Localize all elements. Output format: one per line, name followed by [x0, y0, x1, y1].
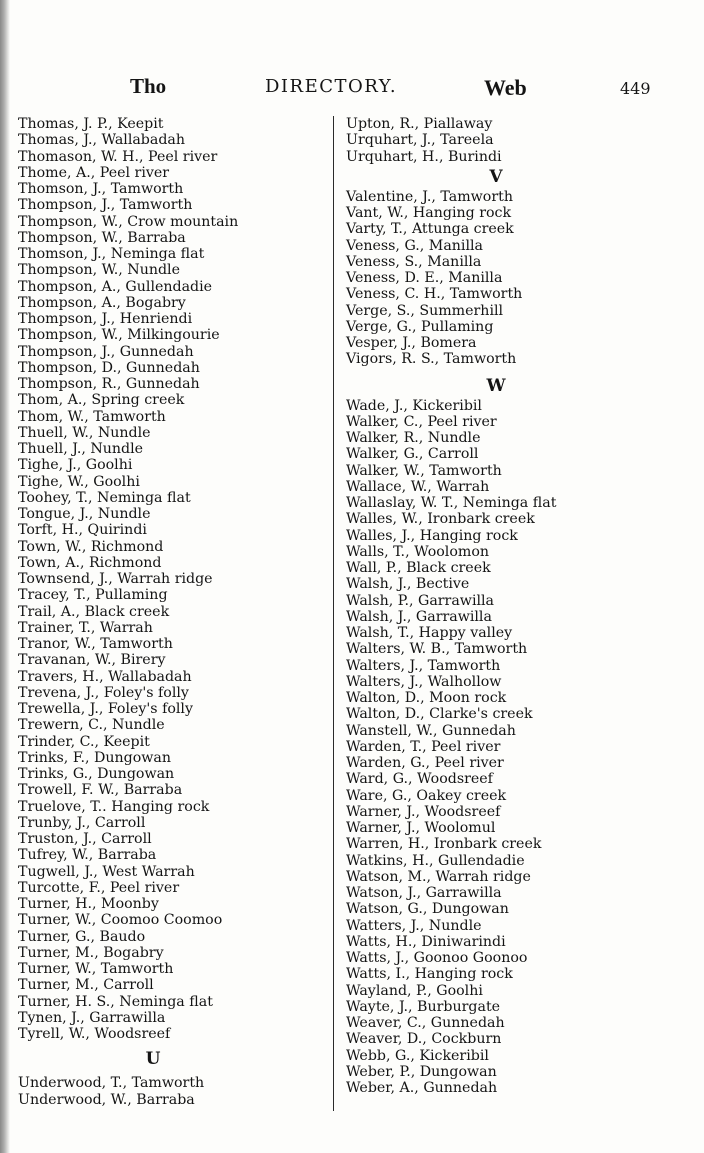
directory-entry: Thomson, J., Tamworth [18, 181, 184, 197]
directory-entry: Thom, W., Tamworth [18, 408, 166, 425]
page-spine-shadow [0, 0, 10, 1153]
directory-entry: Truston, J., Carroll [18, 831, 152, 847]
directory-entry: Watts, J., Goonoo Goonoo [346, 950, 528, 966]
directory-entry: Thom, A., Spring creek [18, 392, 185, 409]
directory-entry: Tighe, W., Goolhi [18, 473, 140, 490]
directory-entry: Ward, G., Woodsreef [346, 771, 493, 788]
directory-entry: Walker, R., Nundle [346, 430, 481, 446]
directory-entry: Wallace, W., Warrah [346, 478, 490, 495]
directory-entry: Thompson, W., Barraba [18, 229, 186, 246]
directory-entry: Warner, J., Woolomul [346, 820, 496, 836]
section-heading-w: W [486, 375, 506, 396]
directory-entry: Thompson, W., Crow mountain [18, 213, 239, 230]
directory-entry: Torft, H., Quirindi [18, 522, 147, 539]
directory-entry: Thome, A., Peel river [18, 164, 170, 181]
directory-entry: Thompson, W., Nundle [18, 262, 180, 279]
directory-entry: Thuell, W., Nundle [18, 424, 151, 441]
directory-entry: Warren, H., Ironbark creek [346, 836, 542, 853]
directory-entry: Walker, C., Peel river [346, 413, 497, 430]
directory-entry: Turcotte, F., Peel river [18, 879, 180, 896]
directory-entry: Verge, S., Summerhill [346, 302, 504, 319]
directory-entry: Trainer, T., Warrah [18, 619, 153, 636]
directory-entry: Toohey, T., Neminga flat [18, 489, 191, 506]
directory-entry: Wallaslay, W. T., Neminga flat [346, 495, 557, 511]
directory-entry: Tynen, J., Garrawilla [18, 1009, 166, 1026]
directory-entry: Watson, J., Garrawilla [346, 885, 502, 901]
directory-entry: Vigors, R. S., Tamworth [346, 351, 517, 368]
directory-entry: Walker, W., Tamworth [346, 462, 502, 479]
directory-entry: Thompson, D., Gunnedah [18, 359, 200, 376]
section-heading-u: U [145, 1049, 161, 1070]
directory-entry: Watson, M., Warrah ridge [346, 868, 531, 885]
directory-entry: Walters, W. B., Tamworth [346, 641, 528, 658]
directory-entry: Thomas, J. P., Keepit [18, 116, 164, 132]
header-right-word: Web [484, 75, 527, 100]
directory-entry: Veness, D. E., Manilla [346, 270, 503, 286]
directory-entry: Veness, S., Manilla [346, 253, 482, 270]
v-entries-list [346, 189, 686, 368]
directory-entry: Wall, P., Black creek [346, 560, 491, 576]
directory-entry: Verge, G., Pullaming [346, 318, 494, 335]
directory-entry: Thuell, J., Nundle [18, 441, 144, 457]
directory-entry: Walton, D., Moon rock [346, 690, 507, 706]
directory-entry: Urquhart, J., Tareela [346, 132, 494, 149]
directory-entry: Walles, J., Hanging rock [346, 527, 518, 544]
directory-entry: Watters, J., Nundle [346, 917, 482, 934]
directory-entry: Upton, R., Piallaway [346, 116, 493, 132]
w-entries-list [346, 398, 686, 1097]
directory-entry: Tyrell, W., Woodsreef [18, 1026, 171, 1042]
page-header [0, 74, 704, 104]
directory-entry: Weber, P., Dungowan [346, 1063, 497, 1080]
directory-entry: Wade, J., Kickeribil [346, 397, 482, 414]
section-heading-v: V [489, 166, 503, 187]
directory-entry: Tracey, T., Pullaming [18, 587, 168, 604]
directory-entry: Trewern, C., Nundle [18, 717, 165, 734]
directory-entry: Varty, T., Attunga creek [346, 221, 514, 238]
directory-entry: Trinder, C., Keepit [18, 733, 150, 750]
directory-entry: Walls, T., Woolomon [346, 543, 490, 560]
directory-entry: Tighe, J., Goolhi [18, 457, 133, 474]
directory-entry: Trewella, J., Foley's folly [18, 701, 193, 717]
directory-entry: Turner, M., Bogabry [18, 944, 164, 961]
directory-entry: Walles, W., Ironbark creek [346, 511, 535, 528]
directory-entry: Walters, J., Tamworth [346, 657, 501, 674]
directory-entry: Weaver, C., Gunnedah [346, 1015, 505, 1031]
directory-entry: Travers, H., Wallabadah [18, 668, 192, 685]
directory-entry: Urquhart, H., Burindi [346, 148, 502, 165]
directory-entry: Town, W., Richmond [18, 538, 164, 555]
directory-entry: Webb, G., Kickeribil [346, 1047, 489, 1064]
directory-entry: Walsh, J., Bective [346, 576, 470, 593]
directory-entry: Truelove, T.. Hanging rock [18, 798, 210, 815]
directory-entry: Thompson, J., Gunnedah [18, 343, 194, 360]
directory-entry: Tongue, J., Nundle [18, 506, 151, 522]
header-left-word: Tho [130, 74, 167, 98]
directory-entry: Thomas, J., Wallabadah [18, 132, 186, 149]
directory-entry: Wayte, J., Burburgate [346, 998, 501, 1015]
directory-entry: Turner, H. S., Neminga flat [18, 993, 213, 1010]
directory-entry: Trinks, G., Dungowan [18, 766, 175, 782]
directory-entry: Walton, D., Clarke's creek [346, 706, 533, 723]
directory-entry: Walters, J., Walhollow [346, 673, 502, 690]
directory-entry: Underwood, W., Barraba [18, 1091, 195, 1108]
directory-entry: Ware, G., Oakey creek [346, 787, 507, 804]
directory-entry: Watkins, H., Gullendadie [346, 852, 525, 869]
directory-entry: Watts, I., Hanging rock [346, 966, 513, 983]
header-title: DIRECTORY. [265, 76, 398, 97]
t-entries-list [18, 116, 318, 1042]
directory-entry: Veness, C. H., Tamworth [346, 286, 523, 303]
directory-entry: Thompson, J., Tamworth [18, 197, 193, 214]
directory-entry: Travanan, W., Birery [18, 652, 166, 669]
directory-entry: Veness, G., Manilla [346, 237, 484, 254]
directory-entry: Wanstell, W., Gunnedah [346, 722, 516, 739]
directory-entry: Tufrey, W., Barraba [18, 847, 157, 864]
directory-entry: Wayland, P., Goolhi [346, 982, 483, 999]
column-divider [333, 116, 334, 1111]
directory-entry: Weber, A., Gunnedah [346, 1080, 498, 1096]
directory-entry: Thompson, W., Milkingourie [18, 327, 220, 344]
directory-entry: Thomason, W. H., Peel river [18, 148, 218, 165]
directory-entry: Valentine, J., Tamworth [346, 188, 513, 205]
page-number: 449 [620, 79, 651, 98]
directory-entry: Vesper, J., Bomera [346, 335, 477, 351]
directory-entry: Trunby, J., Carroll [18, 814, 146, 831]
directory-entry: Walsh, J., Garrawilla [346, 608, 492, 625]
directory-entry: Watson, G., Dungowan [346, 901, 509, 918]
directory-entry: Walker, G., Carroll [346, 446, 479, 463]
directory-entry: Thompson, A., Bogabry [18, 294, 186, 311]
directory-entry: Thomson, J., Neminga flat [18, 246, 205, 262]
directory-entry: Weaver, D., Cockburn [346, 1031, 502, 1048]
directory-entry: Turner, G., Baudo [18, 928, 146, 945]
directory-entry: Turner, H., Moonby [18, 896, 159, 912]
directory-entry: Town, A., Richmond [18, 554, 162, 571]
directory-entry: Walsh, P., Garrawilla [346, 592, 495, 609]
directory-entry: Tranor, W., Tamworth [18, 636, 173, 652]
directory-entry: Thompson, R., Gunnedah [18, 376, 200, 392]
u-entries-list-right [346, 116, 686, 165]
directory-entry: Thompson, A., Gullendadie [18, 278, 213, 295]
directory-entry: Walsh, T., Happy valley [346, 625, 513, 641]
directory-entry: Tugwell, J., West Warrah [18, 863, 195, 880]
directory-entry: Warner, J., Woodsreef [346, 803, 501, 820]
directory-entry: Watts, H., Diniwarindi [346, 933, 506, 950]
directory-entry: Trail, A., Black creek [18, 603, 170, 620]
right-column [346, 116, 686, 1096]
directory-entry: Vant, W., Hanging rock [346, 205, 512, 221]
u-entries-list-left [18, 1075, 318, 1108]
directory-entry: Trevena, J., Foley's folly [18, 684, 189, 701]
directory-entry: Trinks, F., Dungowan [18, 749, 171, 766]
directory-entry: Warden, G., Peel river [346, 755, 504, 771]
directory-entry: Turner, W., Tamworth [18, 961, 174, 977]
left-column [18, 116, 318, 1108]
directory-entry: Turner, M., Carroll [18, 977, 154, 994]
directory-entry: Underwood, T., Tamworth [18, 1075, 205, 1092]
directory-entry: Warden, T., Peel river [346, 738, 501, 755]
directory-entry: Turner, W., Coomoo Coomoo [18, 912, 223, 929]
directory-entry: Townsend, J., Warrah ridge [18, 571, 213, 587]
directory-entry: Trowell, F. W., Barraba [18, 782, 183, 799]
directory-entry: Thompson, J., Henriendi [18, 311, 193, 327]
